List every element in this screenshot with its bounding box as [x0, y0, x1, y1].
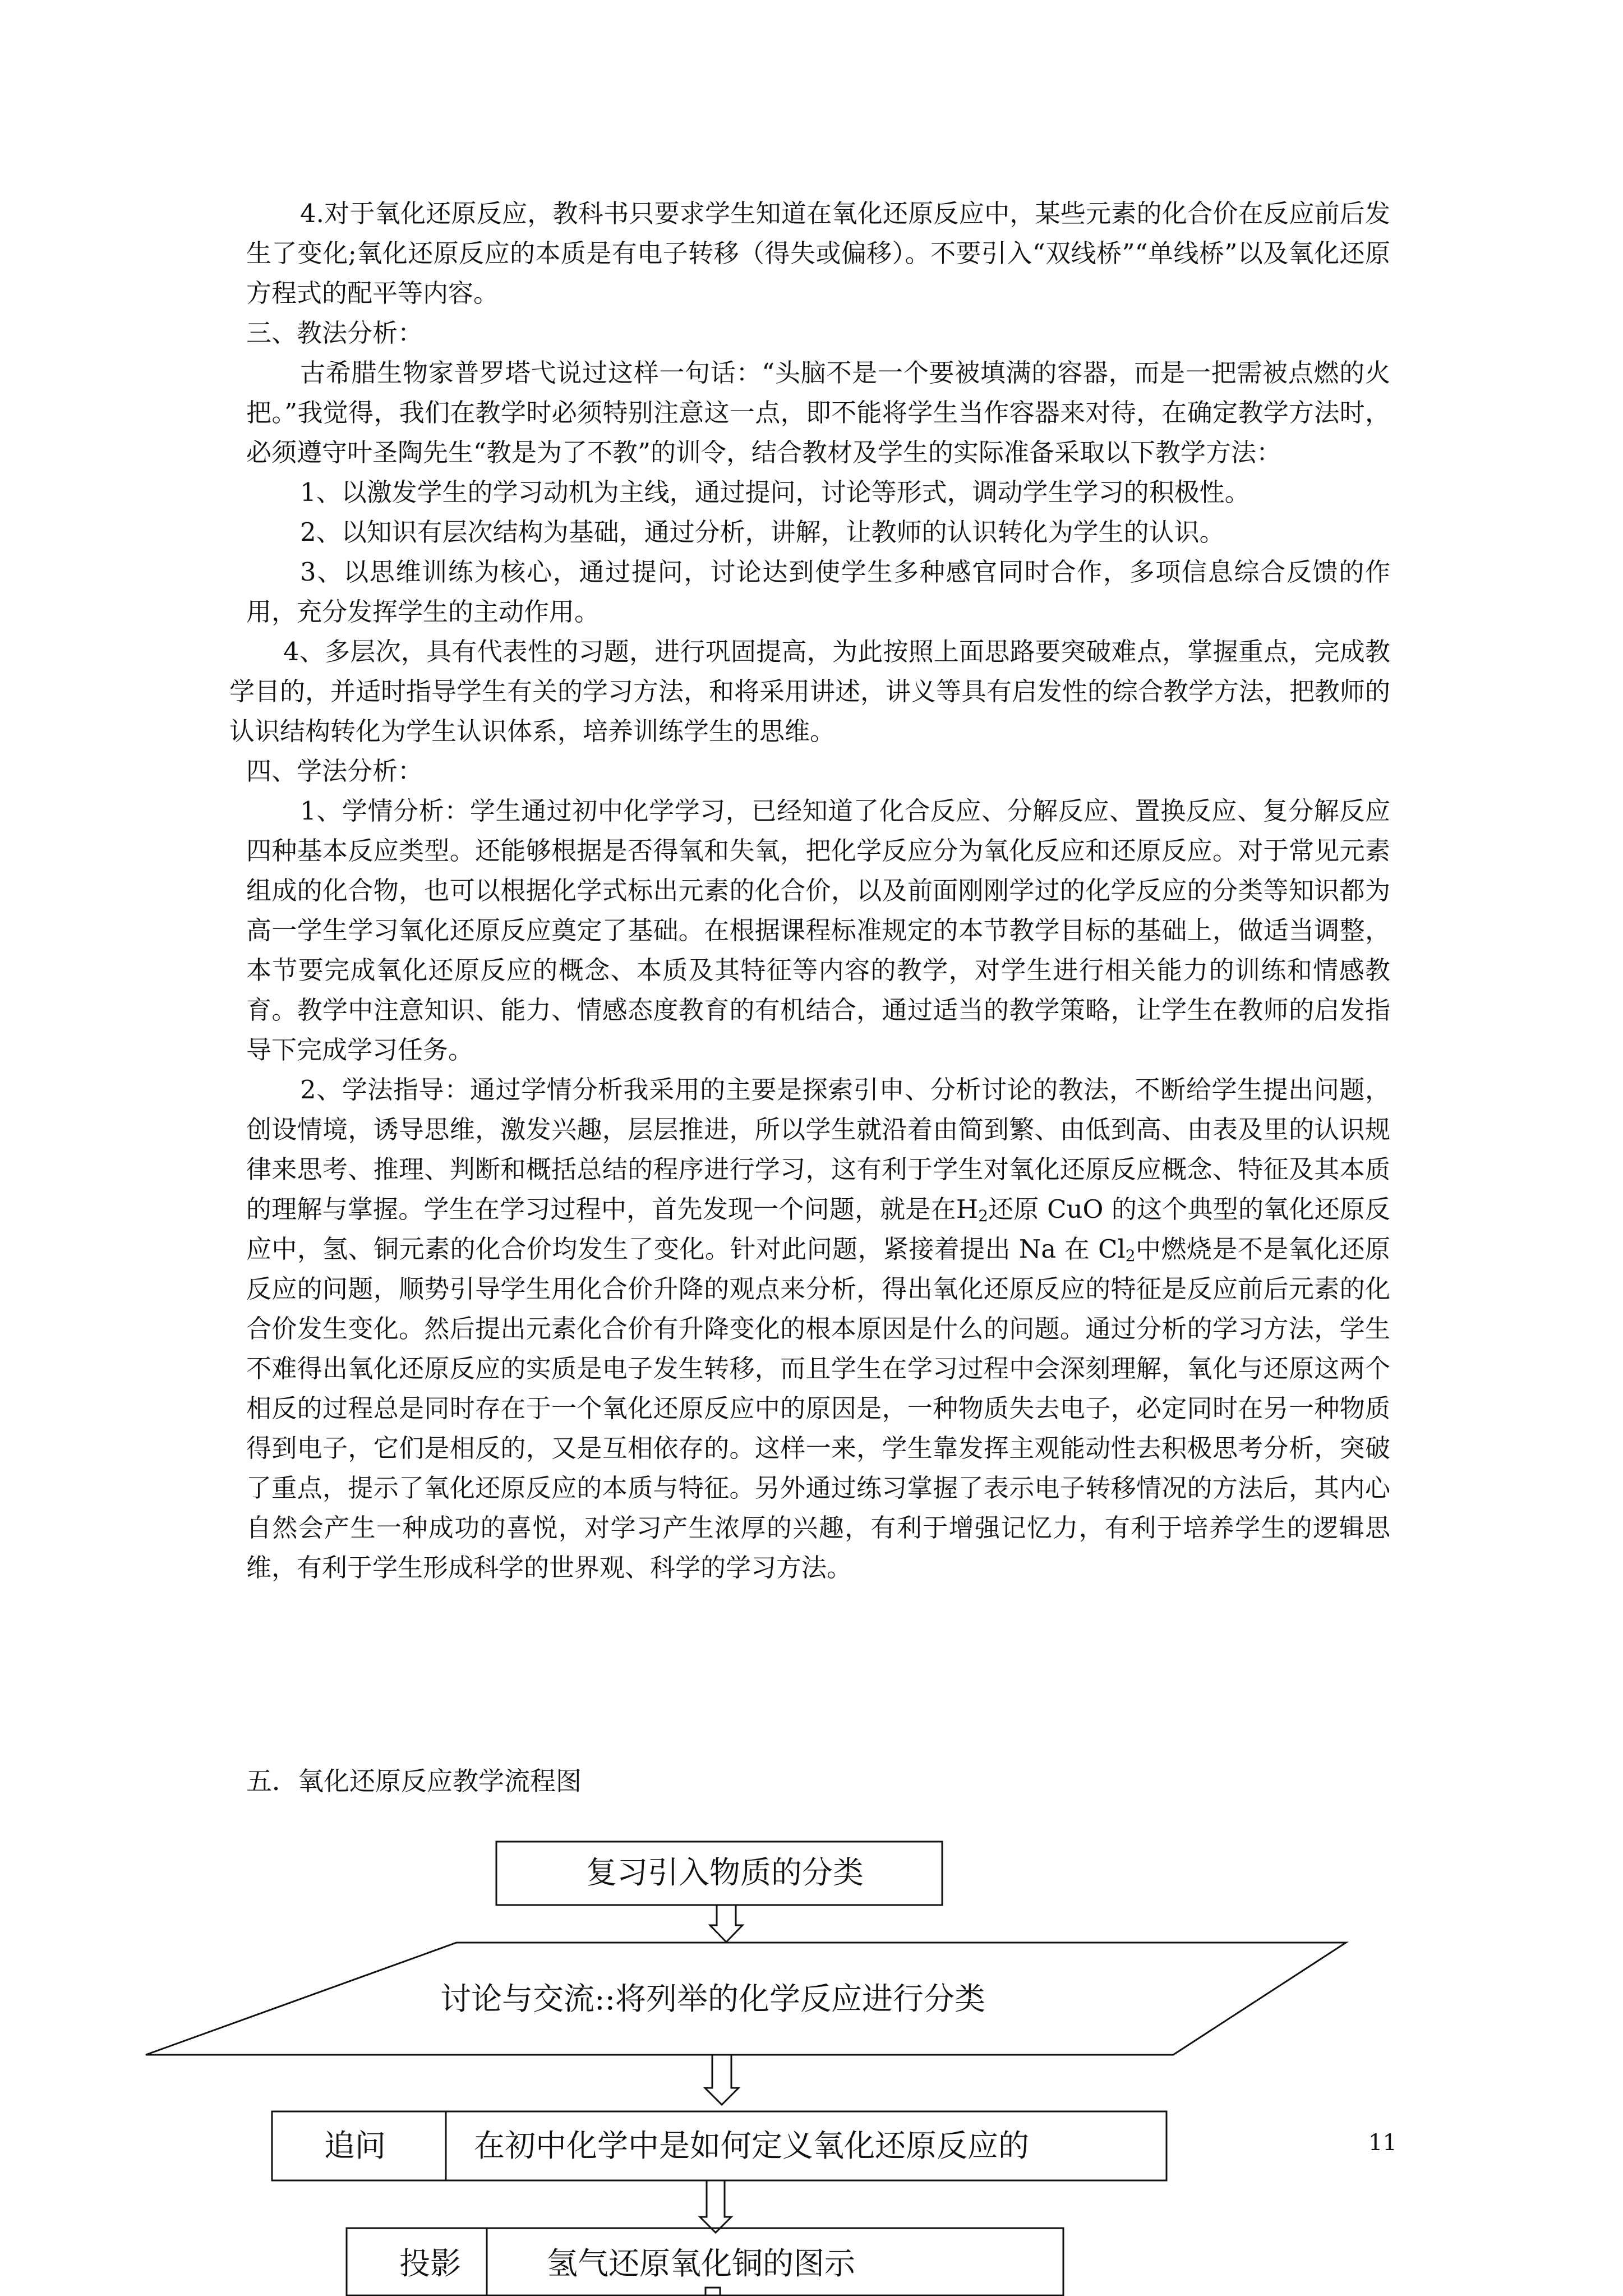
hydrogen-symbol: H	[956, 1194, 979, 1224]
flow-arrow-3	[700, 2180, 731, 2233]
guidance-text-a: 2、学法指导：通过学情分析我采用的主要是探索引申、分析讨论的教法，不断给学生提出问题，创设情境，诱导思维，激发兴趣，层层推进，所以学生就沿着由简到繁、由低到高、由表及里的认识规律来思考、推理、判断和概括总结的程序进行学习，这有利于学生对氧化还原反应概念、特征及其本质的理解与掌握。学生在学习过程中，首先发现一个问题，就是在	[246, 1075, 1390, 1224]
page-number: 11	[1368, 2130, 1397, 2156]
section-five-title: 五．氧化还原反应教学流程图	[246, 1766, 582, 1796]
paragraph-redox-requirement: 4.对于氧化还原反应，教科书只要求学生知道在氧化还原反应中，某些元素的化合价在反应前后发生了变化;氧化还原反应的本质是有电子转移（得失或偏移）。不要引入“双线桥”“单线桥”以及氧化还原方程式的配平等内容。	[246, 199, 1390, 308]
paragraph-plutarch-quote: 古希腊生物家普罗塔弋说过这样一句话：“头脑不是一个要被填满的容器，而是一把需被点燃的火把。”我觉得，我们在教学时必须特别注意这一点，即不能将学生当作容器来对待，在确定教学方法时，必须遵守叶圣陶先生“教是为了不教”的训令，结合教材及学生的实际准备采取以下教学方法：	[246, 358, 1390, 467]
chlorine-subscript: 2	[1125, 1246, 1136, 1265]
guidance-text-c: 中燃烧是不是氧化还原反应的问题，顺势引导学生用化合价升降的观点来分析，得出氧化还原反应的特征是反应前后元素的化合价发生变化。然后提出元素化合价有升降变化的根本原因是什么的问题。通过分析的学习方法，学生不难得出氧化还原反应的实质是电子发生转移，而且学生在学习过程中会深刻理解，氧化与还原这两个相反的过程总是同时存在于一个氧化还原反应中的原因是，一种物质失去电子，必定同时在另一种物质得到电子，它们是相反的，又是互相依存的。这样一来，学生靠发挥主观能动性去积极思考分析，突破了重点，提示了氧化还原反应的本质与特征。另外通过练习掌握了表示电子转移情况的方法后，其内心自然会产生一种成功的喜悦，对学习产生浓厚的兴趣，有利于增强记忆力，有利于培养学生的逻辑思维，有利于学生形成科学的世界观、科学的学习方法。	[246, 1234, 1390, 1582]
flow-box-projection-text: 氢气还原氧化铜的图示	[547, 2246, 856, 2281]
hydrogen-subscript: 2	[978, 1207, 988, 1225]
method-item-3: 3、以思维训练为核心，通过提问，讨论达到使学生多种感官同时合作，多项信息综合反馈的作用，充分发挥学生的主动作用。	[246, 557, 1390, 627]
flow-arrow-4	[706, 2288, 720, 2295]
flow-arrow-1	[710, 1905, 743, 1942]
flow-box-projection-label: 投影	[399, 2246, 462, 2281]
flow-arrow-2	[705, 2055, 739, 2105]
heading-teaching-method-analysis: 三、教法分析：	[246, 318, 423, 348]
flow-box-followup-text: 在初中化学中是如何定义氧化还原反应的	[474, 2128, 1030, 2164]
flow-box-followup-label: 追问	[324, 2128, 386, 2164]
method-item-1: 1、以激发学生的学习动机为主线，通过提问，讨论等形式，调动学生学习的积极性。	[300, 477, 1250, 507]
flow-box-review-text: 复习引入物质的分类	[586, 1855, 864, 1890]
heading-learning-method-analysis: 四、学法分析：	[246, 756, 423, 786]
guidance-text-b: 还原 CuO 的这个典型的氧化还原反应中，氢、铜元素的化合价均发生了变化。针对此问题，紧接着提出 Na 在 Cl	[246, 1194, 1390, 1264]
flow-box-discussion-text: 讨论与交流::将列举的化学反应进行分类	[440, 1981, 986, 2017]
paragraph-learning-situation: 1、学情分析：学生通过初中化学学习，已经知道了化合反应、分解反应、置换反应、复分解反应四种基本反应类型。还能够根据是否得氧和失氧，把化学反应分为氧化反应和还原反应。对于常见元素组成的化合物，也可以根据化学式标出元素的化合价，以及前面刚刚学过的化学反应的分类等知识都为高一学生学习氧化还原反应奠定了基础。在根据课程标准规定的本节教学目标的基础上，做适当调整，本节要完成氧化还原反应的概念、本质及其特征等内容的教学，对学生进行相关能力的训练和情感教育。教学中注意知识、能力、情感态度教育的有机结合，通过适当的教学策略，让学生在教师的启发指导下完成学习任务。	[246, 796, 1390, 1065]
method-item-4: 4、多层次，具有代表性的习题，进行巩固提高，为此按照上面思路要突破难点，掌握重点，完成教学目的，并适时指导学生有关的学习方法，和将采用讲述，讲义等具有启发性的综合教学方法，把教师的认识结构转化为学生认识体系，培养训练学生的思维。	[229, 637, 1391, 746]
method-item-2: 2、以知识有层次结构为基础，通过分析，讲解，让教师的认识转化为学生的认识。	[300, 517, 1225, 547]
